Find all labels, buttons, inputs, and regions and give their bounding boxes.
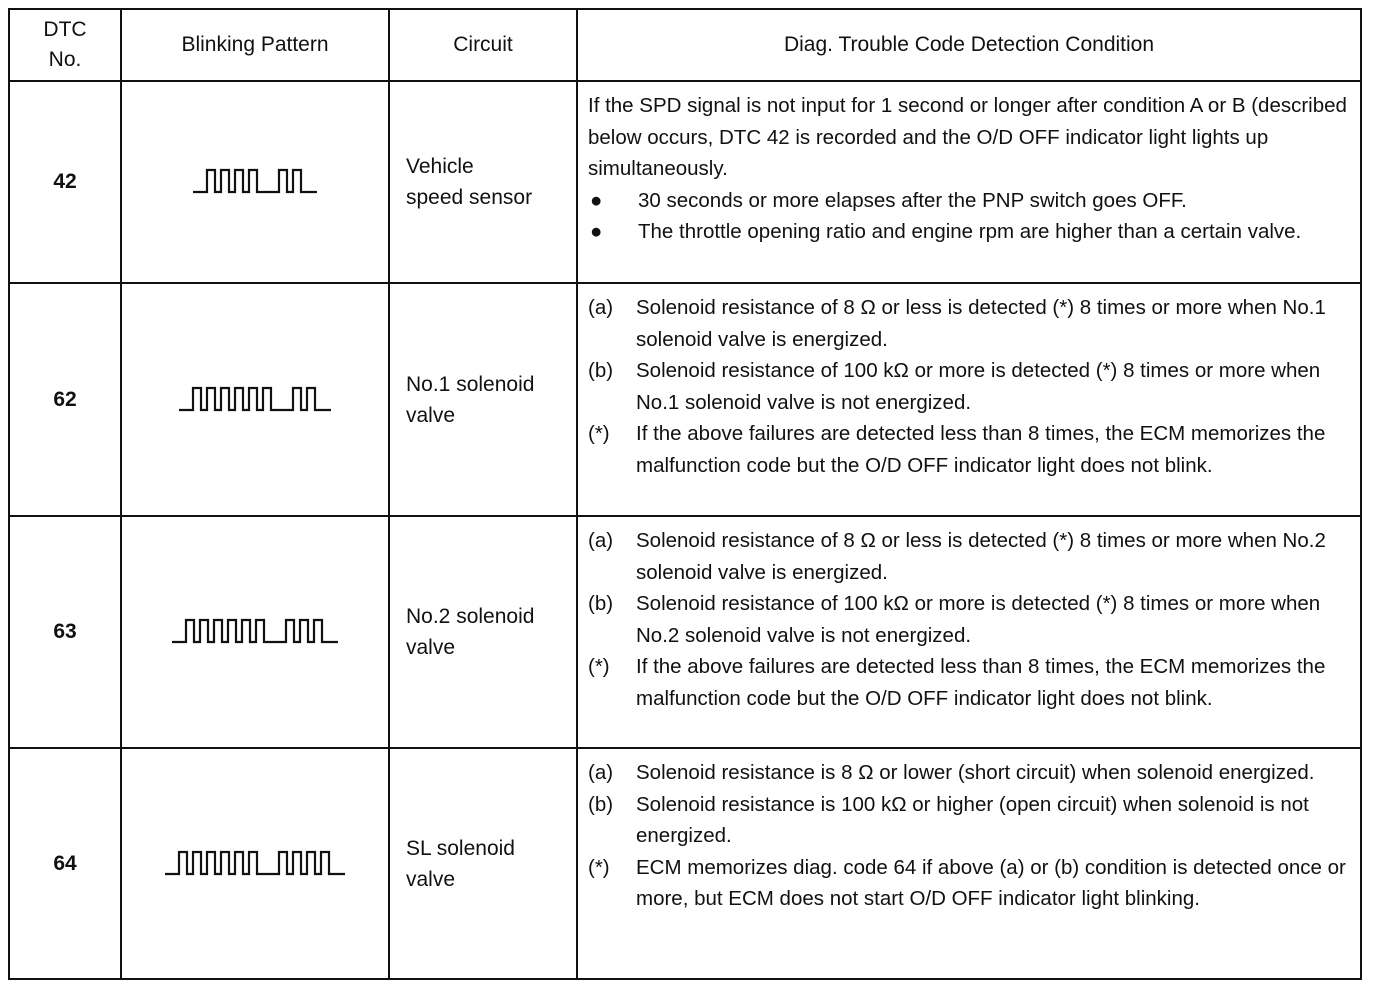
- detection-condition: [577, 748, 1361, 979]
- blinking-pattern-waveform: [189, 162, 321, 202]
- condition-item-b: (b) Solenoid resistance of 100 kΩ or more is detected (*) 8 times or more when No.2 solenoid valve is not energized.: [588, 592, 1321, 647]
- circuit-name: No.1 solenoid valve: [389, 283, 577, 516]
- condition-item-a: (a) Solenoid resistance of 8 Ω or less is detected (*) 8 times or more when No.2 solenoid valve is energized.: [588, 529, 1326, 584]
- table-row: [9, 81, 1361, 283]
- dtc-number: 64: [9, 748, 121, 979]
- waveform-line: [165, 852, 345, 874]
- waveform-line: [172, 620, 338, 642]
- detection-condition: [577, 283, 1361, 516]
- header-blinking-pattern: Blinking Pattern: [121, 9, 389, 81]
- condition-item-a: (a) Solenoid resistance is 8 Ω or lower (short circuit) when solenoid energized.: [588, 761, 1315, 784]
- header-row: [9, 9, 1361, 81]
- circuit-name: SL solenoid valve: [389, 748, 577, 979]
- condition-intro: If the SPD signal is not input for 1 second or longer after condition A or B (described below occurs, DTC 42 is recorded and the O/D OFF indicator light lights up simultaneously.: [588, 94, 1347, 180]
- blinking-pattern-waveform: [168, 612, 342, 652]
- blinking-pattern: [121, 283, 389, 516]
- dtc-number: 62: [9, 283, 121, 516]
- blinking-pattern-waveform: [175, 380, 335, 420]
- condition-note: (*) ECM memorizes diag. code 64 if above (a) or (b) condition is detected once or more, but ECM does not start O/D OFF indicator light blinking.: [588, 855, 1346, 910]
- waveform-line: [179, 388, 331, 410]
- blinking-pattern-waveform: [161, 844, 349, 884]
- bullet-icon: ●: [590, 188, 603, 212]
- condition-bullet: ● The throttle opening ratio and engine rpm are higher than a certain valve.: [588, 216, 1350, 248]
- table-row: [9, 516, 1361, 748]
- header-dtc-no: DTC No.: [9, 9, 121, 81]
- condition-note: (*) If the above failures are detected less than 8 times, the ECM memorizes the malfunction code but the O/D OFF indicator light does not blink.: [588, 422, 1326, 477]
- dtc-table: [8, 8, 1362, 980]
- condition-note: (*) If the above failures are detected less than 8 times, the ECM memorizes the malfunction code but the O/D OFF indicator light does not blink.: [588, 655, 1326, 710]
- circuit-name: No.2 solenoid valve: [389, 516, 577, 748]
- condition-item-b: (b) Solenoid resistance is 100 kΩ or higher (open circuit) when solenoid is not energized.: [588, 792, 1309, 847]
- waveform-line: [193, 170, 317, 192]
- dtc-number: 63: [9, 516, 121, 748]
- blinking-pattern: [121, 516, 389, 748]
- header-circuit: Circuit: [389, 9, 577, 81]
- bullet-icon: ●: [590, 220, 603, 243]
- blinking-pattern: [121, 748, 389, 979]
- detection-condition: [577, 81, 1361, 283]
- blinking-pattern: [121, 81, 389, 283]
- header-condition: Diag. Trouble Code Detection Condition: [577, 9, 1361, 81]
- dtc-number: 42: [9, 81, 121, 283]
- condition-item-b: (b) Solenoid resistance of 100 kΩ or more is detected (*) 8 times or more when No.1 solenoid valve is not energized.: [588, 359, 1321, 414]
- condition-bullet: ● 30 seconds or more elapses after the PNP switch goes OFF.: [588, 185, 1350, 217]
- detection-condition: [577, 516, 1361, 748]
- table-row: [9, 283, 1361, 516]
- circuit-name: Vehicle speed sensor: [389, 81, 577, 283]
- condition-item-a: (a) Solenoid resistance of 8 Ω or less is detected (*) 8 times or more when No.1 solenoid valve is energized.: [588, 296, 1326, 351]
- table-row: [9, 748, 1361, 979]
